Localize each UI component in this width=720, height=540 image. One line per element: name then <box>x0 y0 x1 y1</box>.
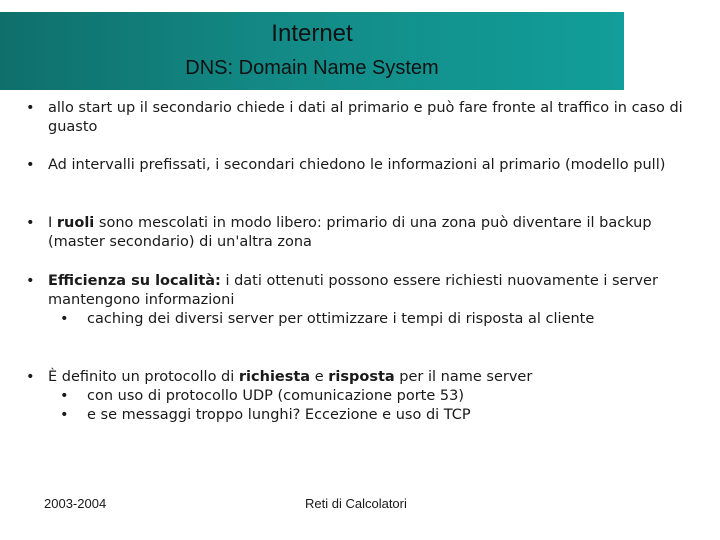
bullet-icon: • <box>26 215 35 231</box>
bullet-item-protocol <box>26 368 706 425</box>
bullet-text-pre: È definito un protocollo di <box>48 369 239 385</box>
bullet-text: allo start up il secondario chiede i dati al primario e può fare fronte al traffico in caso di guasto <box>48 100 683 135</box>
sub-bullet-text: caching dei diversi server per ottimizzare i tempi di risposta al cliente <box>87 311 595 327</box>
sub-bullet-text: con uso di protocollo UDP (comunicazione porte 53) <box>87 388 464 404</box>
bullet-item-intervals <box>26 156 706 175</box>
bullet-item-startup <box>26 99 706 137</box>
bullet-text-pre: I <box>48 215 57 231</box>
bullet-text-post: sono mescolati in modo libero: primario di una zona può diventare il backup (master secondario) di un'altra zona <box>48 215 652 250</box>
slide-subtitle: DNS: Domain Name System <box>185 57 439 79</box>
bullet-icon: • <box>26 273 35 289</box>
bullet-text <box>48 368 706 387</box>
bullet-text-bold: Efficienza su località: <box>48 273 221 289</box>
sub-bullet-icon: • <box>60 388 69 404</box>
bullet-item-roles <box>26 214 706 252</box>
bullet-text-bold: richiesta <box>238 369 311 385</box>
bullet-text: Ad intervalli prefissati, i secondari chiedono le informazioni al primario (modello pull) <box>48 157 666 173</box>
sub-bullet-icon: • <box>60 311 69 327</box>
sub-bullet-item <box>60 310 706 329</box>
bullet-text <box>48 214 706 252</box>
bullet-text-post: i dati ottenuti possono essere richiesti nuovamente i server mantengono informazioni <box>48 273 658 308</box>
bullet-text-bold-2: risposta <box>328 369 395 385</box>
footer-course: Reti di Calcolatori <box>305 496 407 511</box>
bullet-icon: • <box>26 157 35 173</box>
sub-bullet-text: e se messaggi troppo lunghi? Eccezione e uso di TCP <box>87 407 471 423</box>
bullet-text <box>48 272 706 310</box>
bullet-icon: • <box>26 100 35 116</box>
bullet-icon: • <box>26 369 35 385</box>
bullet-text-mid: e <box>310 369 329 385</box>
slide-title: Internet <box>271 20 353 47</box>
sub-bullet-icon: • <box>60 407 69 423</box>
bullet-item-efficiency <box>26 272 706 329</box>
sub-bullet-item <box>60 406 706 425</box>
sub-bullet-item <box>60 387 706 406</box>
bullet-text-bold: ruoli <box>56 215 95 231</box>
footer-year: 2003-2004 <box>44 496 107 511</box>
bullet-text-post: per il name server <box>394 369 533 385</box>
